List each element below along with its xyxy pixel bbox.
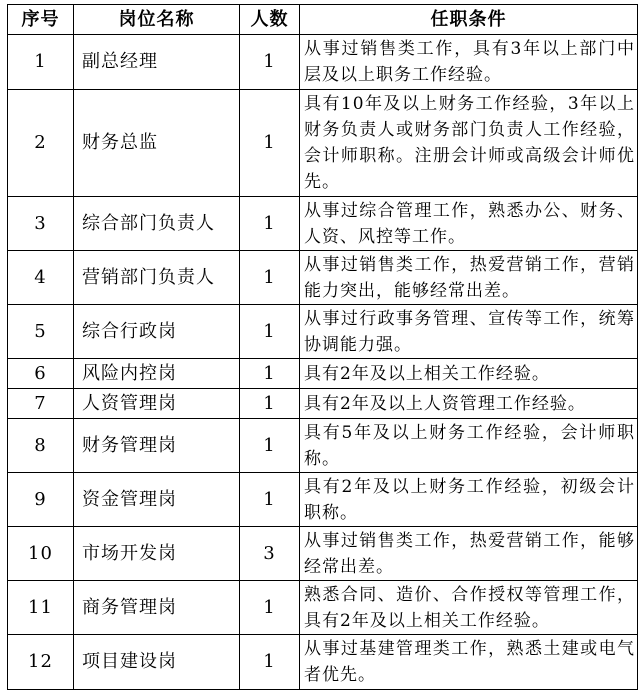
requirement-cell: 具有2年及以上相关工作经验。 [300, 359, 638, 389]
table-row [8, 419, 638, 473]
count-cell: 1 [240, 635, 300, 690]
count-cell: 1 [240, 305, 300, 359]
position-cell: 人资管理岗 [74, 389, 240, 419]
serial-cell: 4 [8, 251, 74, 305]
position-cell: 财务总监 [74, 90, 240, 197]
header-position: 岗位名称 [74, 5, 240, 35]
requirement-cell: 具有2年及以上人资管理工作经验。 [300, 389, 638, 419]
serial-cell: 10 [8, 527, 74, 581]
table-row [8, 35, 638, 90]
serial-cell: 6 [8, 359, 74, 389]
header-serial: 序号 [8, 5, 74, 35]
serial-cell: 9 [8, 473, 74, 527]
table-row [8, 251, 638, 305]
header-row [8, 5, 638, 35]
serial-cell: 11 [8, 581, 74, 635]
count-cell: 1 [240, 197, 300, 251]
count-cell: 3 [240, 527, 300, 581]
serial-cell: 5 [8, 305, 74, 359]
requirement-cell: 从事过基建管理类工作，熟悉土建或电气者优先。 [300, 635, 638, 690]
table-row [8, 90, 638, 197]
job-requirements-table [7, 4, 638, 690]
position-cell: 商务管理岗 [74, 581, 240, 635]
position-cell: 综合行政岗 [74, 305, 240, 359]
requirement-cell: 具有2年及以上财务工作经验，初级会计职称。 [300, 473, 638, 527]
count-cell: 1 [240, 359, 300, 389]
table-row [8, 197, 638, 251]
requirement-cell: 具有5年及以上财务工作经验，会计师职称。 [300, 419, 638, 473]
position-cell: 综合部门负责人 [74, 197, 240, 251]
serial-cell: 2 [8, 90, 74, 197]
serial-cell: 8 [8, 419, 74, 473]
requirement-cell: 具有10年及以上财务工作经验，3年以上财务负责人或财务部门负责人工作经验，会计师职称。注册会计师或高级会计师优先。 [300, 90, 638, 197]
count-cell: 1 [240, 251, 300, 305]
serial-cell: 12 [8, 635, 74, 690]
requirement-cell: 从事过销售类工作，具有3年以上部门中层及以上职务工作经验。 [300, 35, 638, 90]
count-cell: 1 [240, 419, 300, 473]
position-cell: 副总经理 [74, 35, 240, 90]
count-cell: 1 [240, 473, 300, 527]
header-requirements: 任职条件 [300, 5, 638, 35]
count-cell: 1 [240, 35, 300, 90]
requirement-cell: 从事过行政事务管理、宣传等工作，统筹协调能力强。 [300, 305, 638, 359]
count-cell: 1 [240, 581, 300, 635]
serial-cell: 3 [8, 197, 74, 251]
serial-cell: 7 [8, 389, 74, 419]
table-row [8, 635, 638, 690]
header-count: 人数 [240, 5, 300, 35]
position-cell: 市场开发岗 [74, 527, 240, 581]
table-row [8, 581, 638, 635]
table-row [8, 527, 638, 581]
position-cell: 营销部门负责人 [74, 251, 240, 305]
table-row [8, 473, 638, 527]
position-cell: 项目建设岗 [74, 635, 240, 690]
table-row [8, 359, 638, 389]
requirement-cell: 从事过销售类工作，热爱营销工作，能够经常出差。 [300, 527, 638, 581]
count-cell: 1 [240, 389, 300, 419]
count-cell: 1 [240, 90, 300, 197]
table-row [8, 389, 638, 419]
requirement-cell: 熟悉合同、造价、合作授权等管理工作，具有2年及以上相关工作经验。 [300, 581, 638, 635]
requirement-cell: 从事过销售类工作，热爱营销工作，营销能力突出，能够经常出差。 [300, 251, 638, 305]
position-cell: 资金管理岗 [74, 473, 240, 527]
requirement-cell: 从事过综合管理工作，熟悉办公、财务、人资、风控等工作。 [300, 197, 638, 251]
position-cell: 风险内控岗 [74, 359, 240, 389]
table-row [8, 305, 638, 359]
serial-cell: 1 [8, 35, 74, 90]
position-cell: 财务管理岗 [74, 419, 240, 473]
